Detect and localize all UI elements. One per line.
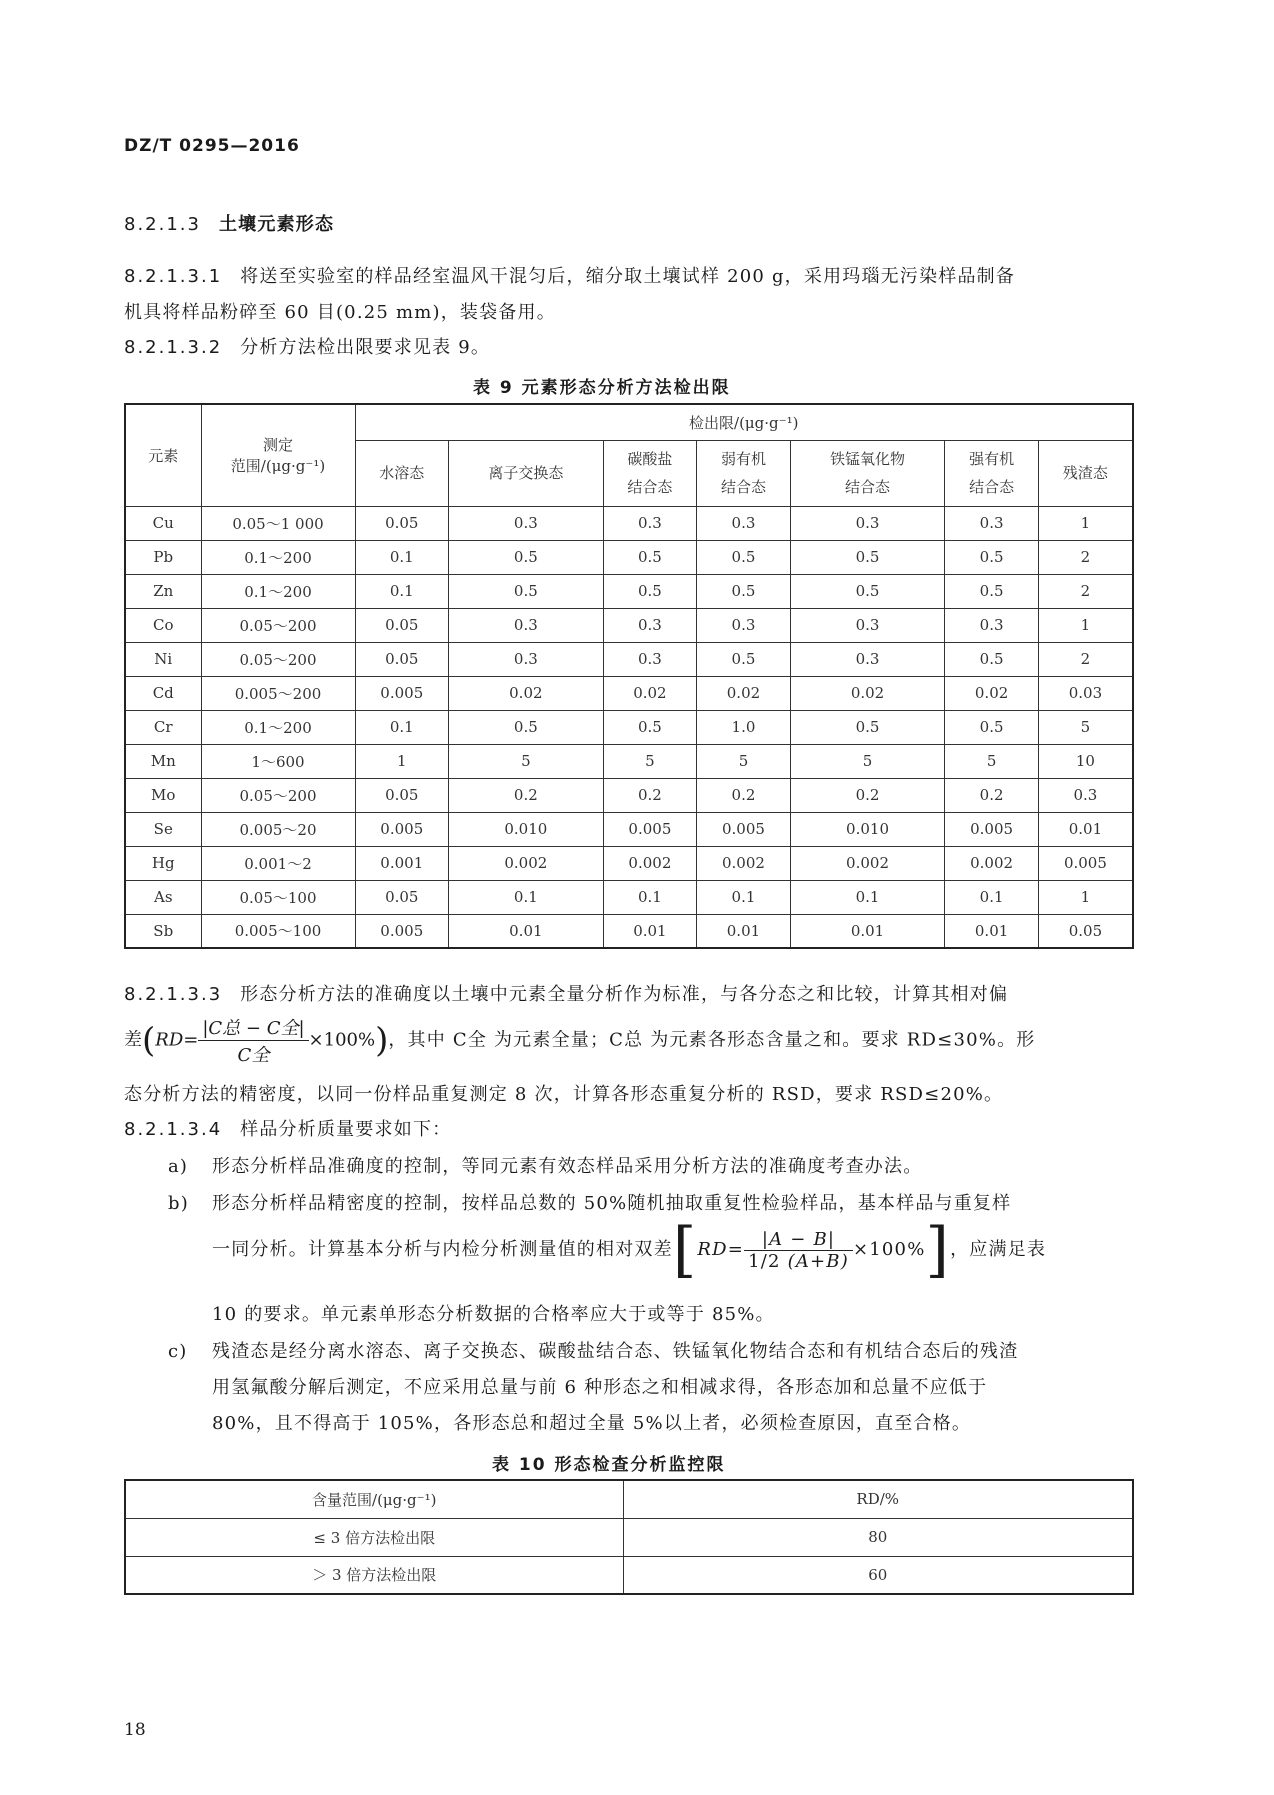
- text-prefix: 差: [124, 1029, 142, 1051]
- paragraph-8-2-1-3-4: [124, 1115, 451, 1141]
- limit-cell: 0.5: [697, 642, 791, 676]
- rd-numerator: |C总 − C全|: [198, 1014, 308, 1041]
- list-item-c: [168, 1337, 1018, 1363]
- standard-code: DZ/T 0295—2016: [124, 136, 300, 156]
- header-form-line1: 离子交换态: [488, 464, 564, 482]
- paragraph-continuation: 机具将样品粉碎至 60 目(0.25 mm)，装袋备用。: [124, 302, 556, 323]
- header-form-6: [1038, 440, 1133, 506]
- limit-cell: 0.002: [603, 846, 697, 880]
- rd-cell: 60: [623, 1556, 1133, 1594]
- table-row: [125, 812, 1133, 846]
- table-row: [125, 846, 1133, 880]
- limit-cell: 0.3: [697, 506, 791, 540]
- limit-cell: 0.3: [697, 608, 791, 642]
- limit-cell: 0.1: [790, 880, 945, 914]
- header-range-line1: 测定: [262, 436, 293, 455]
- rd-tail: ×100%: [852, 1239, 926, 1260]
- limit-cell: 0.03: [1038, 676, 1133, 710]
- header-form-line1: 碳酸盐: [627, 450, 673, 468]
- half: 1/2: [748, 1250, 781, 1272]
- list-item-a: [168, 1152, 922, 1178]
- limit-cell: 0.1: [355, 574, 449, 608]
- text-suffix: ，其中 C全 为元素全量；C总 为元素各形态含量之和。要求 RD≤30%。形: [388, 1029, 1036, 1051]
- paragraph-text: 样品分析质量要求如下：: [240, 1119, 452, 1140]
- header-content-range: 含量范围/(μg·g⁻¹): [125, 1480, 623, 1518]
- limit-cell: 0.3: [790, 506, 945, 540]
- rd-lhs: RD=: [155, 1029, 199, 1051]
- range-cell: 0.05～1 000: [201, 506, 355, 540]
- rd-lhs: RD=: [697, 1239, 745, 1260]
- element-cell: Cd: [125, 676, 201, 710]
- header-form-line2: 结合态: [969, 478, 1015, 496]
- table-row: [125, 676, 1133, 710]
- limit-cell: 0.02: [697, 676, 791, 710]
- limit-cell: 10: [1038, 744, 1133, 778]
- list-label: b): [168, 1193, 189, 1214]
- header-form-2: [603, 440, 697, 506]
- limit-cell: 0.005: [355, 676, 449, 710]
- range-cell: ＞ 3 倍方法检出限: [125, 1556, 623, 1594]
- element-cell: Pb: [125, 540, 201, 574]
- sum-term: (A+B): [787, 1250, 849, 1272]
- rd-fraction: [198, 1014, 308, 1067]
- range-cell: 0.005～200: [201, 676, 355, 710]
- limit-cell: 0.05: [1038, 914, 1133, 948]
- range-cell: 0.005～20: [201, 812, 355, 846]
- range-cell: 0.05～200: [201, 642, 355, 676]
- rd-double-numerator: |A − B|: [744, 1229, 853, 1251]
- list-text: 形态分析样品准确度的控制，等同元素有效态样品采用分析方法的准确度考查办法。: [212, 1156, 923, 1177]
- range-cell: 0.05～100: [201, 880, 355, 914]
- header-form-line1: 残渣态: [1062, 464, 1108, 482]
- header-form-line1: 强有机: [969, 450, 1015, 468]
- header-form-line1: 水溶态: [379, 464, 425, 482]
- limit-cell: 0.3: [449, 506, 604, 540]
- rd-double-formula-line: 一同分析。计算基本分析与内检分析测量值的相对双差[RD= $\frac{|A - B|}{1/2 (A+B)}$ ×100%]，应满足表: [212, 1215, 1047, 1285]
- paragraph-text: 形态分析方法的准确度以土壤中元素全量分析作为标准，与各分态之和比较，计算其相对偏: [240, 984, 1009, 1005]
- header-form-0: [355, 440, 449, 506]
- element-cell: Mn: [125, 744, 201, 778]
- limit-cell: 0.02: [603, 676, 697, 710]
- limit-cell: 0.05: [355, 608, 449, 642]
- limit-cell: 1: [1038, 506, 1133, 540]
- limit-cell: 0.5: [945, 710, 1039, 744]
- header-form-3: [697, 440, 791, 506]
- element-cell: Sb: [125, 914, 201, 948]
- rd-denominator: C全: [237, 1045, 270, 1066]
- limit-cell: 0.2: [697, 778, 791, 812]
- element-cell: As: [125, 880, 201, 914]
- clause-number: 8.2.1.3.4: [124, 1119, 223, 1140]
- limit-cell: 0.5: [603, 710, 697, 744]
- limit-cell: 0.001: [355, 846, 449, 880]
- limit-cell: 2: [1038, 540, 1133, 574]
- list-label: c): [168, 1341, 188, 1362]
- clause-number: 8.2.1.3.3: [124, 984, 223, 1005]
- rd-formula-line: 差(RD= $\frac{\text{|C总 − C全|}}{\text{C全}}$ ×100%)，其中 C全 为元素全量；C总 为元素各形态含量之和。要求 RD≤30%。形: [124, 1014, 1035, 1067]
- limit-cell: 0.002: [945, 846, 1039, 880]
- range-cell: 0.005～100: [201, 914, 355, 948]
- list-continuation: 80%，且不得高于 105%，各形态总和超过全量 5%以上者，必须检查原因，直至合格。: [212, 1413, 972, 1434]
- limit-cell: 0.05: [355, 506, 449, 540]
- limit-cell: 0.2: [945, 778, 1039, 812]
- limit-cell: 0.1: [603, 880, 697, 914]
- paragraph-continuation: 态分析方法的精密度，以同一份样品重复测定 8 次，计算各形态重复分析的 RSD，要求 RSD≤20%。: [124, 1084, 1004, 1105]
- rd-cell: 80: [623, 1518, 1133, 1556]
- limit-cell: 0.5: [449, 710, 604, 744]
- limit-cell: 0.02: [790, 676, 945, 710]
- limit-cell: 0.5: [603, 540, 697, 574]
- element-cell: Ni: [125, 642, 201, 676]
- limit-cell: 5: [1038, 710, 1133, 744]
- table-row: [125, 540, 1133, 574]
- limit-cell: 0.005: [1038, 846, 1133, 880]
- list-text: 残渣态是经分离水溶态、离子交换态、碳酸盐结合态、铁锰氧化物结合态和有机结合态后的残渣: [212, 1341, 1019, 1362]
- range-cell: ≤ 3 倍方法检出限: [125, 1518, 623, 1556]
- limit-cell: 0.01: [603, 914, 697, 948]
- limit-cell: 5: [697, 744, 791, 778]
- limit-cell: 0.005: [355, 812, 449, 846]
- limit-cell: 0.05: [355, 778, 449, 812]
- limit-cell: 0.05: [355, 642, 449, 676]
- limit-cell: 0.5: [945, 574, 1039, 608]
- table9: [124, 403, 1134, 949]
- limit-cell: 0.5: [790, 574, 945, 608]
- limit-cell: 0.3: [603, 506, 697, 540]
- table-row: [125, 914, 1133, 948]
- limit-cell: 0.3: [790, 608, 945, 642]
- limit-cell: 0.2: [603, 778, 697, 812]
- paragraph-text: 将送至实验室的样品经室温风干混匀后，缩分取土壤试样 200 g，采用玛瑙无污染样品制备: [240, 266, 1016, 287]
- element-cell: Zn: [125, 574, 201, 608]
- limit-cell: 0.1: [355, 710, 449, 744]
- limit-cell: 0.01: [1038, 812, 1133, 846]
- limit-cell: 0.010: [790, 812, 945, 846]
- limit-cell: 0.5: [945, 642, 1039, 676]
- limit-cell: 0.002: [790, 846, 945, 880]
- range-cell: 0.1～200: [201, 540, 355, 574]
- limit-cell: 0.1: [449, 880, 604, 914]
- table-row: [125, 880, 1133, 914]
- table-row: [125, 642, 1133, 676]
- limit-cell: 0.005: [603, 812, 697, 846]
- list-label: a): [168, 1156, 189, 1177]
- limit-cell: 0.5: [697, 540, 791, 574]
- header-element: 元素: [125, 404, 201, 506]
- table-row: [125, 574, 1133, 608]
- header-detection-limit: 检出限/(μg·g⁻¹): [355, 404, 1133, 440]
- range-cell: 0.1～200: [201, 710, 355, 744]
- table-row: [125, 1556, 1133, 1594]
- limit-cell: 0.3: [945, 608, 1039, 642]
- element-cell: Co: [125, 608, 201, 642]
- table-row: [125, 1518, 1133, 1556]
- header-form-line2: 结合态: [627, 478, 673, 496]
- rd-tail: ×100%: [308, 1029, 376, 1051]
- limit-cell: 0.3: [449, 642, 604, 676]
- limit-cell: 0.5: [449, 540, 604, 574]
- limit-cell: 0.5: [790, 540, 945, 574]
- list-text: 形态分析样品精密度的控制，按样品总数的 50%随机抽取重复性检验样品，基本样品与重复样: [212, 1193, 1012, 1214]
- limit-cell: 0.005: [355, 914, 449, 948]
- header-rd: RD/%: [623, 1480, 1133, 1518]
- header-form-5: [945, 440, 1039, 506]
- limit-cell: 5: [603, 744, 697, 778]
- header-form-line1: 铁锰氧化物: [830, 450, 906, 468]
- limit-cell: 0.5: [603, 574, 697, 608]
- section-number: 8.2.1.3: [124, 214, 201, 235]
- limit-cell: 0.3: [1038, 778, 1133, 812]
- list-continuation: 用氢氟酸分解后测定，不应采用总量与前 6 种形态之和相减求得，各形态加和总量不应低于: [212, 1377, 988, 1398]
- limit-cell: 0.02: [945, 676, 1039, 710]
- range-cell: 0.1～200: [201, 574, 355, 608]
- header-form-line2: 结合态: [845, 478, 891, 496]
- limit-cell: 0.002: [697, 846, 791, 880]
- limit-cell: 0.2: [449, 778, 604, 812]
- page-number: 18: [124, 1720, 146, 1740]
- limit-cell: 0.2: [790, 778, 945, 812]
- rd-double-denominator: [744, 1251, 853, 1272]
- limit-cell: 1: [1038, 880, 1133, 914]
- paragraph-text: 分析方法检出限要求见表 9。: [240, 337, 491, 358]
- rd-double-fraction: [744, 1229, 853, 1272]
- limit-cell: 0.005: [697, 812, 791, 846]
- element-cell: Mo: [125, 778, 201, 812]
- paragraph-8-2-1-3-2: [124, 333, 490, 359]
- limit-cell: 5: [449, 744, 604, 778]
- header-form-4: [790, 440, 945, 506]
- limit-cell: 0.1: [697, 880, 791, 914]
- header-range-line2: 范围/(μg·g⁻¹): [230, 457, 326, 476]
- list-item-b: [168, 1189, 1011, 1215]
- limit-cell: 0.5: [449, 574, 604, 608]
- element-cell: Se: [125, 812, 201, 846]
- limit-cell: 0.010: [449, 812, 604, 846]
- range-cell: 0.05～200: [201, 778, 355, 812]
- limit-cell: 0.3: [790, 642, 945, 676]
- range-cell: 0.001～2: [201, 846, 355, 880]
- limit-cell: 0.1: [355, 540, 449, 574]
- element-cell: Hg: [125, 846, 201, 880]
- table9-caption: 表 9 元素形态分析方法检出限: [473, 378, 731, 398]
- paragraph-8-2-1-3-3: [124, 980, 1008, 1006]
- section-heading: [124, 210, 334, 236]
- table-row: [125, 778, 1133, 812]
- section-title: 土壤元素形态: [218, 214, 335, 235]
- table-row: [125, 710, 1133, 744]
- header-form-line2: 结合态: [720, 478, 766, 496]
- table-row: [125, 506, 1133, 540]
- table-row: [125, 744, 1133, 778]
- limit-cell: 0.3: [603, 642, 697, 676]
- text-suffix: ，应满足表: [950, 1239, 1047, 1260]
- limit-cell: 0.01: [449, 914, 604, 948]
- limit-cell: 1: [355, 744, 449, 778]
- table-row: [125, 608, 1133, 642]
- limit-cell: 0.3: [603, 608, 697, 642]
- header-range: [201, 404, 355, 506]
- paragraph-8-2-1-3-1: [124, 262, 1015, 288]
- range-cell: 0.05～200: [201, 608, 355, 642]
- limit-cell: 0.01: [790, 914, 945, 948]
- header-form-1: [449, 440, 604, 506]
- limit-cell: 0.3: [449, 608, 604, 642]
- limit-cell: 0.01: [945, 914, 1039, 948]
- limit-cell: 0.002: [449, 846, 604, 880]
- limit-cell: 2: [1038, 642, 1133, 676]
- limit-cell: 0.5: [697, 574, 791, 608]
- table10-caption: 表 10 形态检查分析监控限: [492, 1455, 726, 1475]
- element-cell: Cu: [125, 506, 201, 540]
- limit-cell: 0.02: [449, 676, 604, 710]
- limit-cell: 5: [945, 744, 1039, 778]
- limit-cell: 5: [790, 744, 945, 778]
- text-prefix: 一同分析。计算基本分析与内检分析测量值的相对双差: [212, 1239, 673, 1260]
- limit-cell: 0.005: [945, 812, 1039, 846]
- element-cell: Cr: [125, 710, 201, 744]
- limit-cell: 1: [1038, 608, 1133, 642]
- list-continuation: 10 的要求。单元素单形态分析数据的合格率应大于或等于 85%。: [212, 1304, 775, 1325]
- limit-cell: 0.5: [790, 710, 945, 744]
- limit-cell: 0.05: [355, 880, 449, 914]
- table10: [124, 1479, 1134, 1595]
- limit-cell: 2: [1038, 574, 1133, 608]
- limit-cell: 0.3: [945, 506, 1039, 540]
- limit-cell: 0.01: [697, 914, 791, 948]
- range-cell: 1～600: [201, 744, 355, 778]
- limit-cell: 1.0: [697, 710, 791, 744]
- clause-number: 8.2.1.3.2: [124, 337, 223, 358]
- header-form-line1: 弱有机: [720, 450, 766, 468]
- clause-number: 8.2.1.3.1: [124, 266, 223, 287]
- limit-cell: 0.1: [945, 880, 1039, 914]
- limit-cell: 0.5: [945, 540, 1039, 574]
